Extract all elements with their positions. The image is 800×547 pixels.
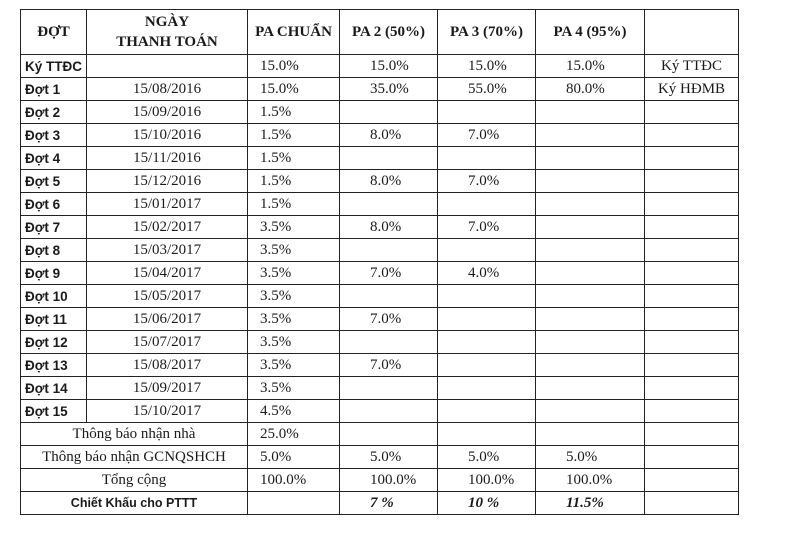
header-row (21, 10, 739, 55)
table-row (21, 124, 739, 147)
table-row (21, 354, 739, 377)
payment-date: 15/05/2017 (87, 285, 248, 308)
table-row (21, 55, 739, 78)
note-value (645, 308, 739, 331)
pa4-value (536, 262, 645, 285)
pa2-value: 7.0% (340, 308, 438, 331)
payment-date: 15/03/2017 (87, 239, 248, 262)
payment-date: 15/08/2017 (87, 354, 248, 377)
pa-chuan-value: 1.5% (248, 193, 340, 216)
pa-chuan-value (248, 492, 340, 515)
pa2-value (340, 193, 438, 216)
payment-date: 15/11/2016 (87, 147, 248, 170)
table-row (21, 331, 739, 354)
header-ngay (87, 10, 248, 55)
payment-date: 15/04/2017 (87, 262, 248, 285)
pa4-value (536, 193, 645, 216)
payment-date: 15/02/2017 (87, 216, 248, 239)
dot-label: Đợt 13 (21, 354, 87, 377)
pa4-value (536, 239, 645, 262)
pa-chuan-value: 3.5% (248, 377, 340, 400)
table-row (21, 193, 739, 216)
pa3-discount: 10 % (438, 492, 536, 515)
summary-row (21, 446, 739, 469)
pa3-value: 5.0% (438, 446, 536, 469)
pa4-value (536, 170, 645, 193)
header-ngay-line2: THANH TOÁN (116, 34, 218, 50)
table-row (21, 262, 739, 285)
pa-chuan-value: 1.5% (248, 101, 340, 124)
payment-date: 15/01/2017 (87, 193, 248, 216)
pa2-value (340, 331, 438, 354)
pa2-value (340, 423, 438, 446)
pa-chuan-value: 3.5% (248, 285, 340, 308)
pa2-value (340, 239, 438, 262)
dot-label: Đợt 14 (21, 377, 87, 400)
pa-chuan-value: 3.5% (248, 216, 340, 239)
dot-label: Đợt 4 (21, 147, 87, 170)
header-pa4: PA 4 (95%) (536, 10, 645, 55)
pa4-value (536, 354, 645, 377)
payment-date: 15/08/2016 (87, 78, 248, 101)
discount-label: Chiết Khấu cho PTTT (21, 492, 248, 515)
pa4-value: 5.0% (536, 446, 645, 469)
note-value (645, 423, 739, 446)
dot-label: Đợt 11 (21, 308, 87, 331)
pa3-value: 55.0% (438, 78, 536, 101)
note-value (645, 170, 739, 193)
summary-label: Thông báo nhận nhà (21, 423, 248, 446)
note-value (645, 285, 739, 308)
dot-label: Đợt 12 (21, 331, 87, 354)
note-value (645, 193, 739, 216)
table-row (21, 285, 739, 308)
payment-date: 15/09/2017 (87, 377, 248, 400)
pa-chuan-value: 5.0% (248, 446, 340, 469)
dot-label: Đợt 9 (21, 262, 87, 285)
pa2-value (340, 147, 438, 170)
note-value (645, 469, 739, 492)
pa2-value: 7.0% (340, 262, 438, 285)
note-value: Ký TTĐC (645, 55, 739, 78)
discount-row (21, 492, 739, 515)
pa2-value: 8.0% (340, 216, 438, 239)
header-pa3: PA 3 (70%) (438, 10, 536, 55)
pa-chuan-value: 4.5% (248, 400, 340, 423)
pa2-value: 35.0% (340, 78, 438, 101)
pa3-value (438, 400, 536, 423)
pa2-value: 15.0% (340, 55, 438, 78)
table-row (21, 400, 739, 423)
table-row (21, 147, 739, 170)
note-value (645, 446, 739, 469)
payment-date (87, 55, 248, 78)
summary-row (21, 469, 739, 492)
pa3-value (438, 354, 536, 377)
pa4-value (536, 285, 645, 308)
note-value (645, 354, 739, 377)
pa-chuan-value: 3.5% (248, 331, 340, 354)
pa3-value: 7.0% (438, 170, 536, 193)
note-value (645, 124, 739, 147)
header-ngay-line1: NGÀY (144, 14, 190, 30)
pa-chuan-value: 3.5% (248, 308, 340, 331)
dot-label: Ký TTĐC (21, 55, 87, 78)
payment-date: 15/07/2017 (87, 331, 248, 354)
pa3-value (438, 331, 536, 354)
header-pa-chuan: PA CHUẨN (248, 10, 340, 55)
pa4-value (536, 423, 645, 446)
pa3-value: 7.0% (438, 124, 536, 147)
summary-row (21, 423, 739, 446)
pa4-value (536, 331, 645, 354)
pa-chuan-value: 1.5% (248, 147, 340, 170)
table-row (21, 216, 739, 239)
payment-date: 15/12/2016 (87, 170, 248, 193)
pa4-value: 15.0% (536, 55, 645, 78)
pa3-value (438, 423, 536, 446)
pa-chuan-value: 1.5% (248, 170, 340, 193)
note-value (645, 492, 739, 515)
dot-label: Đợt 1 (21, 78, 87, 101)
pa4-value: 100.0% (536, 469, 645, 492)
pa4-value: 80.0% (536, 78, 645, 101)
pa4-value (536, 308, 645, 331)
note-value (645, 147, 739, 170)
pa-chuan-value: 1.5% (248, 124, 340, 147)
table-row (21, 308, 739, 331)
pa4-value (536, 124, 645, 147)
pa4-value (536, 101, 645, 124)
pa3-value (438, 147, 536, 170)
pa4-value (536, 147, 645, 170)
pa-chuan-value: 15.0% (248, 78, 340, 101)
dot-label: Đợt 15 (21, 400, 87, 423)
pa4-value (536, 377, 645, 400)
pa4-value (536, 216, 645, 239)
table-row (21, 78, 739, 101)
payment-date: 15/10/2016 (87, 124, 248, 147)
pa3-value: 4.0% (438, 262, 536, 285)
note-value (645, 377, 739, 400)
dot-label: Đợt 8 (21, 239, 87, 262)
payment-date: 15/10/2017 (87, 400, 248, 423)
pa-chuan-value: 3.5% (248, 262, 340, 285)
table-row (21, 377, 739, 400)
note-value (645, 262, 739, 285)
pa4-value (536, 400, 645, 423)
pa2-discount: 7 % (340, 492, 438, 515)
pa-chuan-value: 15.0% (248, 55, 340, 78)
pa3-value (438, 101, 536, 124)
pa2-value: 8.0% (340, 170, 438, 193)
pa3-value: 100.0% (438, 469, 536, 492)
header-note (645, 10, 739, 55)
table-row (21, 170, 739, 193)
pa3-value (438, 308, 536, 331)
pa-chuan-value: 3.5% (248, 354, 340, 377)
pa3-value: 15.0% (438, 55, 536, 78)
note-value (645, 216, 739, 239)
pa-chuan-value: 3.5% (248, 239, 340, 262)
summary-label: Tổng cộng (21, 469, 248, 492)
pa2-value: 7.0% (340, 354, 438, 377)
pa-chuan-value: 100.0% (248, 469, 340, 492)
note-value (645, 331, 739, 354)
pa2-value (340, 400, 438, 423)
pa-chuan-value: 25.0% (248, 423, 340, 446)
pa2-value (340, 377, 438, 400)
summary-label: Thông báo nhận GCNQSHCH (21, 446, 248, 469)
pa3-value (438, 239, 536, 262)
pa2-value: 8.0% (340, 124, 438, 147)
table-row (21, 101, 739, 124)
pa2-value (340, 285, 438, 308)
pa2-value: 5.0% (340, 446, 438, 469)
dot-label: Đợt 5 (21, 170, 87, 193)
pa2-value: 100.0% (340, 469, 438, 492)
note-value: Ký HĐMB (645, 78, 739, 101)
note-value (645, 239, 739, 262)
pa3-value (438, 193, 536, 216)
header-pa2: PA 2 (50%) (340, 10, 438, 55)
note-value (645, 101, 739, 124)
dot-label: Đợt 6 (21, 193, 87, 216)
payment-schedule-table (20, 9, 739, 515)
pa3-value: 7.0% (438, 216, 536, 239)
pa3-value (438, 377, 536, 400)
dot-label: Đợt 10 (21, 285, 87, 308)
pa3-value (438, 285, 536, 308)
dot-label: Đợt 2 (21, 101, 87, 124)
header-dot: ĐỢT (21, 10, 87, 55)
payment-date: 15/06/2017 (87, 308, 248, 331)
pa4-discount: 11.5% (536, 492, 645, 515)
note-value (645, 400, 739, 423)
table-row (21, 239, 739, 262)
payment-date: 15/09/2016 (87, 101, 248, 124)
dot-label: Đợt 3 (21, 124, 87, 147)
pa2-value (340, 101, 438, 124)
dot-label: Đợt 7 (21, 216, 87, 239)
